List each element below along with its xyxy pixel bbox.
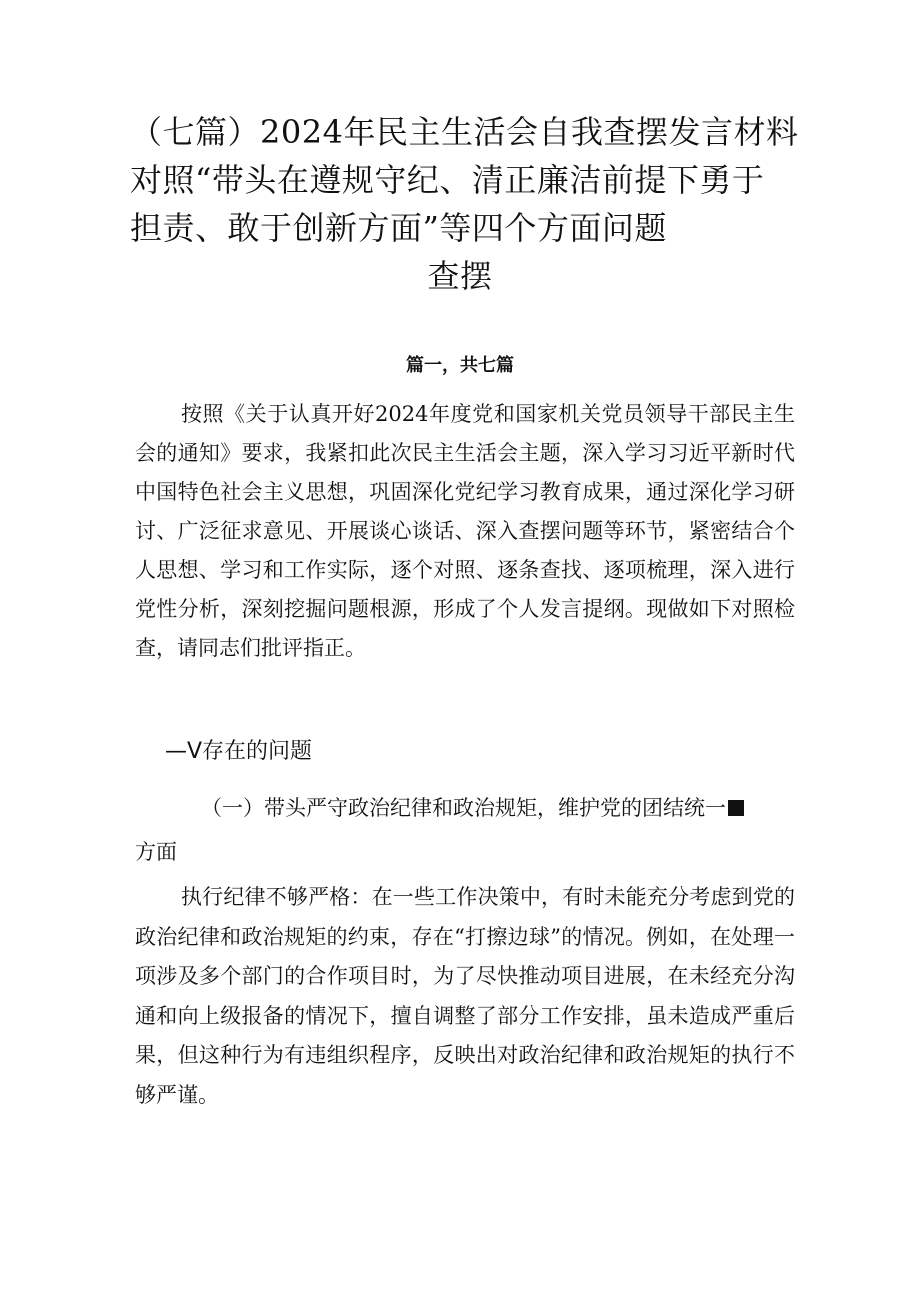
title-line-1: （七篇）2024年民主生活会自我查摆发言材料 [130, 113, 799, 151]
title-line-3: 担责、敢于创新方面”等四个方面问题 [130, 209, 667, 247]
subsection-heading-line-2: 方面 [135, 840, 177, 864]
title-line-2: 对照“带头在遵规守纪、清正廉洁前提下勇于 [130, 161, 765, 199]
black-square-icon [728, 800, 744, 816]
part-subtitle: 篇一，共七篇 [406, 355, 514, 376]
title-line-4: 查摆 [427, 257, 493, 295]
document-title [130, 108, 810, 300]
subsection-heading [135, 786, 795, 874]
intro-paragraph: 按照《关于认真开好2024年度党和国家机关党员领导干部民主生会的通知》要求，我紧扣此次民主生活会主题，深入学习习近平新时代中国特色社会主义思想，巩固深化党纪学习教育成果，通过深化学习研讨、广泛征求意见、开展谈心谈话、深入查摆问题等环节，紧密结合个人思想、学习和工作实际，逐个对照、逐条查找、逐项梳理，深入进行党性分析，深刻挖掘问题根源，形成了个人发言提纲。现做如下对照检查，请同志们批评指正。 [135, 402, 795, 660]
subsection-heading-line-1 [135, 786, 795, 830]
section-heading: —V存在的问题 [165, 739, 313, 764]
body-paragraph: 执行纪律不够严格：在一些工作决策中，有时未能充分考虑到党的政治纪律和政治规矩的约束，存在“打擦边球”的情况。例如，在处理一项涉及多个部门的合作项目时，为了尽快推动项目进展，在未经充分沟通和向上级报备的情况下，擅自调整了部分工作安排，虽未造成严重后果，但这种行为有违组织程序，反映出对政治纪律和政治规矩的执行不够严谨。 [135, 885, 795, 1107]
subsection-heading-text: （一）带头严守政治纪律和政治规矩，维护党的团结统一 [201, 796, 726, 820]
